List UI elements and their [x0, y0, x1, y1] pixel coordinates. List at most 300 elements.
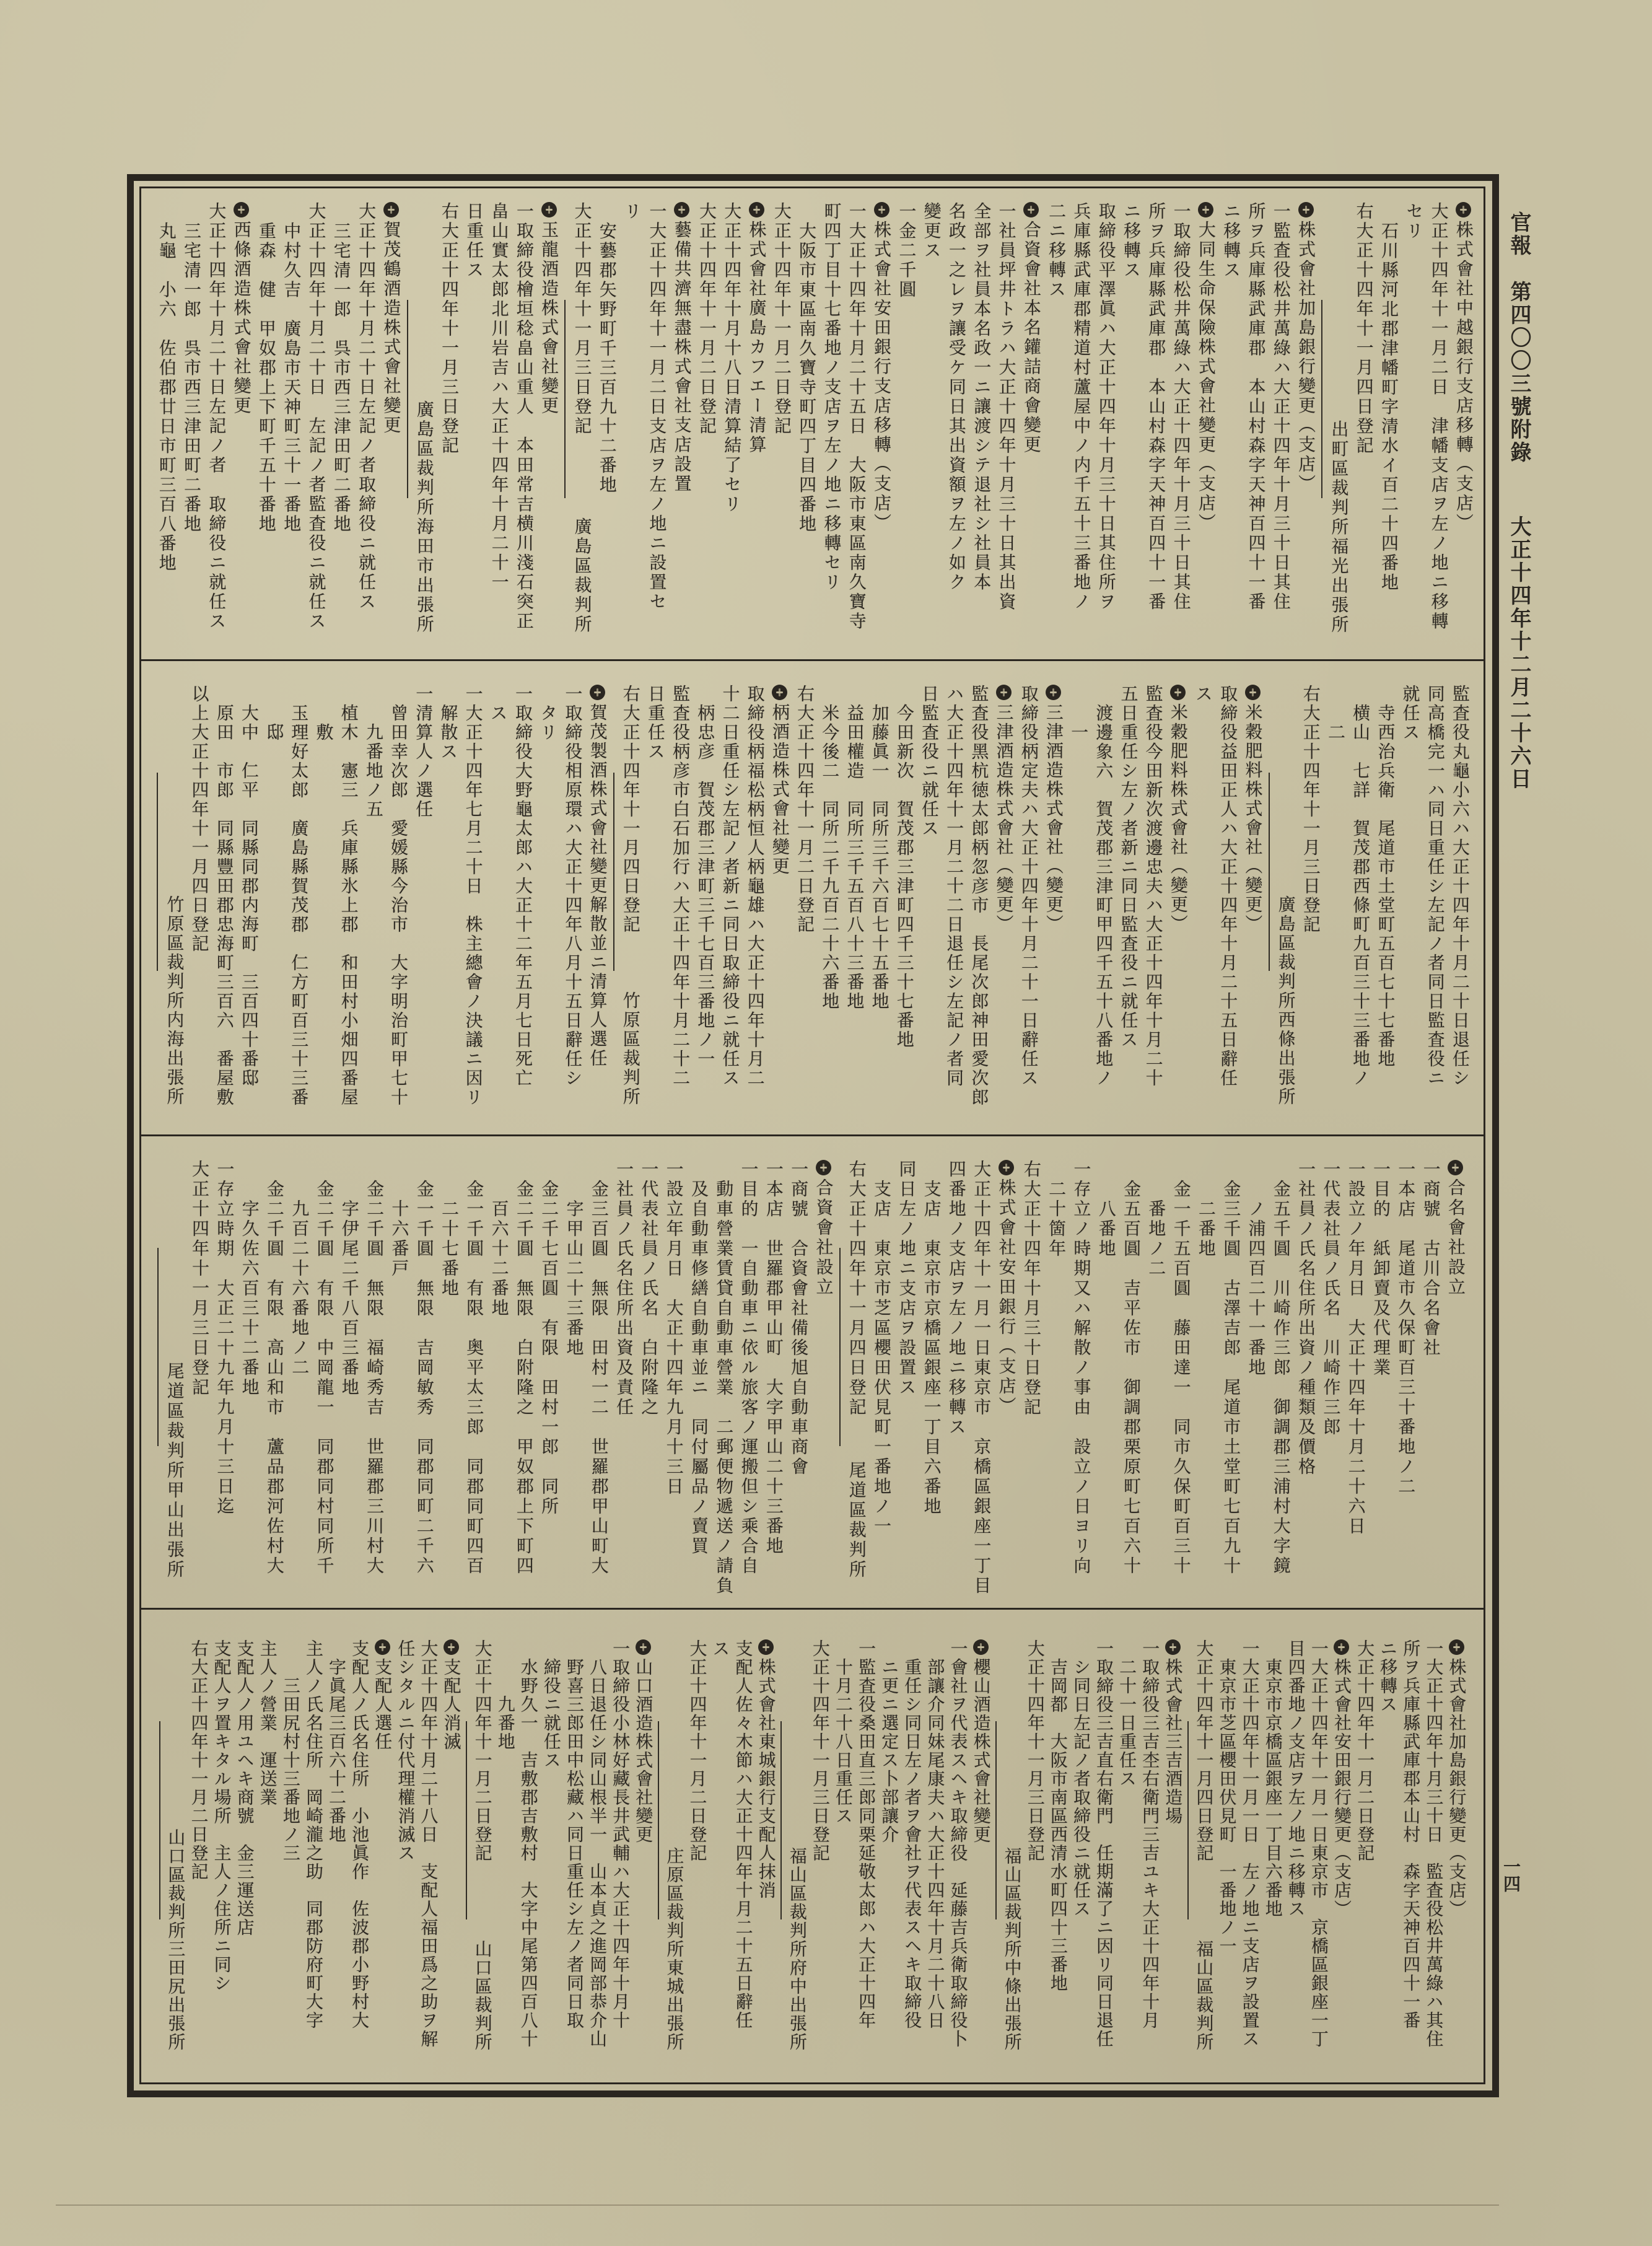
text-column: 一大正十四年十一月一日 左ノ地ニ支店ヲ設置ス: [1239, 1639, 1261, 2048]
court-name: 福山區裁判所府中出張所: [787, 1847, 808, 2051]
page-number: 一四: [1501, 1858, 1521, 1892]
heading-text: 支配人選任: [372, 1658, 393, 1751]
text-column: 二十箇年: [1046, 1180, 1067, 1259]
text-column: 渡邊象六 賀茂郡三津町甲四千五十八番地ノ: [1093, 704, 1114, 1088]
text-column: 水野久一 吉敷郡吉敷村 大字中尾第四百八十: [518, 1658, 539, 2048]
text-column: 敷: [313, 723, 334, 742]
bullet-icon: [816, 1160, 831, 1175]
court-name: 出町區裁判所福光出張所: [1329, 419, 1350, 634]
article-heading: [371, 1639, 394, 2082]
text-column: 重任シ同日左ノ者ヲ會社ヲ代表スヘキ取締役: [902, 1658, 923, 2030]
text-column: 一大正十四年十一月二日支店ヲ左ノ地ニ設置セ: [647, 202, 668, 612]
article-heading: [1443, 1160, 1468, 1608]
heading-text: 大同生命保險株式會社變更（支店）: [1195, 221, 1217, 533]
text-column: 二ニ移轉ス: [1046, 202, 1067, 300]
article-heading: [229, 202, 253, 659]
text-column: 金二千圓 有限 高山和市 蘆品郡河佐村大: [264, 1180, 285, 1576]
article-heading: [1041, 685, 1066, 1134]
text-column: 以上大正十四年十一月四日登記: [189, 685, 210, 954]
bullet-icon: [996, 685, 1012, 700]
bullet-icon: [874, 202, 889, 217]
text-column: 一目的 紙卸賣及代理業: [1370, 1160, 1391, 1378]
heading-text: 支配人消滅: [441, 1658, 462, 1751]
bullet-icon: [444, 1639, 459, 1655]
article-divider: [1318, 202, 1326, 659]
bullet-icon: [1298, 202, 1314, 217]
article-heading: [994, 1160, 1018, 1608]
text-column: 一代表社員ノ氏名 川崎作三郎: [1321, 1160, 1342, 1437]
text-column: 畠山實太郎北川岩吉ハ大正十四年十月二十一: [489, 202, 510, 592]
court-name: 福山區裁判所中條出張所: [1002, 1847, 1023, 2051]
text-column: 監査役丸龜小六ハ大正十四年十月二十日退任シ: [1449, 685, 1471, 1088]
text-column: 同高橋完一ハ同日重任シ左記ノ者同日監査役ニ: [1425, 685, 1446, 1088]
text-column: 十二日重任シ左記ノ者新ニ同日取締役ニ就任ス: [720, 685, 741, 1088]
text-column: 一金二千圓: [896, 202, 917, 300]
text-column: 一清算人ノ選任: [413, 685, 434, 819]
text-column: ス: [710, 1639, 731, 1658]
heading-text: 株式會社安田銀行支店移轉（支店）: [872, 221, 893, 533]
text-column: 字伊尾二千八百三番地: [339, 1200, 360, 1398]
column-text: 大正十四年十一月二日登記: [472, 1639, 493, 1862]
text-column: 及自動車修繕自動車並ニ 同付屬品ノ賣買: [688, 1180, 709, 1556]
text-column: 加藤眞一 同所三千六百七十五番地: [869, 704, 890, 1011]
bullet-icon: [973, 1639, 989, 1655]
text-column: 右大正十四年十一月三日登記: [1300, 685, 1321, 934]
article-heading: [969, 1639, 992, 2082]
text-column: 丸龜 小六 佐伯郡廿日市町三百八番地: [156, 221, 177, 573]
court-name: 庄原區裁判所東城出張所: [664, 1847, 685, 2051]
text-column: 支配人佐々木節ハ大正十四年十月二十五日辭任: [733, 1639, 754, 2030]
bullet-icon: [1334, 1639, 1349, 1655]
bullet-icon: [541, 202, 557, 217]
court-name: 廣島區裁判所海田市出張所: [414, 400, 435, 634]
text-column: 一設立ノ年月日 大正十四年十月二十六日: [1345, 1160, 1366, 1537]
bullet-icon: [749, 202, 764, 217]
article-heading: [754, 1639, 777, 2082]
text-column: 一取締役三吉杢右衛門三吉ユキ大正十四年十月: [1140, 1639, 1161, 2030]
text-column: 所ヲ兵庫縣武庫郡 本山村森字天神百四十一番: [1146, 202, 1167, 612]
article-divider: [610, 685, 618, 1134]
article-heading: [585, 685, 610, 1134]
text-column: ス: [1193, 685, 1214, 704]
article-heading: [1161, 1639, 1184, 2082]
heading-text: 株式會社安田銀行變更（支店）: [1331, 1658, 1352, 1918]
heading-text: 三津酒造株式會社（變更）: [1043, 703, 1064, 934]
column-text: 大正十四年十一月三日登記: [572, 202, 593, 436]
text-column: 柄忠彦 賀茂郡三津町三千七百三番地ノ一: [695, 704, 716, 1069]
article-divider: [1265, 685, 1274, 1134]
heading-text: 賀茂鶴酒造株式會社變更: [381, 221, 402, 436]
article-heading: [440, 1639, 463, 2082]
court-name: 山口區裁判所: [472, 1940, 493, 2051]
text-column: 吉岡都 大阪市南區西清水町四十三番地: [1047, 1658, 1069, 1993]
text-column: タリ: [538, 704, 559, 742]
text-column: 大正十四年十月十八日清算結了セリ: [722, 202, 743, 514]
band-2: [141, 661, 1484, 1134]
band-1: [141, 188, 1484, 659]
text-column: 東京市芝區櫻田伏見町 一番地ノ一: [1217, 1658, 1238, 1955]
text-column: 一取締役三吉直右衛門 任期滿了ニ因リ同日退任: [1094, 1639, 1115, 2048]
heading-text: 藝備共濟無盡株式會社支店設置: [671, 221, 693, 494]
column-text: 右大正十四年十一月四日登記: [620, 685, 641, 934]
text-column: 一社員ノ氏名住所出資ノ種類及價格: [1296, 1160, 1317, 1477]
article-divider: [154, 685, 162, 1134]
text-column: 金五百圓 吉平佐市 御調郡栗原町七百六十: [1121, 1180, 1142, 1576]
text-column: ノ浦四百二十一番地: [1246, 1200, 1267, 1378]
text-column: 野喜三郎田中松藏ハ同日重任シ左ノ者同日取: [564, 1658, 585, 2030]
text-column: 日重任ス: [645, 685, 666, 761]
text-column: 取締役柄福松柄恒人柄龜雄ハ大正十四年十月二: [745, 685, 766, 1088]
text-column: 一本店 世羅郡甲山町 大字甲山二十三番地: [763, 1160, 784, 1556]
text-column: 字眞尾三百六十二番地: [326, 1658, 347, 1844]
text-column: [844, 1160, 869, 1608]
text-column: 金一千五百圓 藤田達一 同市久保町百三十: [1171, 1180, 1192, 1576]
text-column: 金二千七百圓 有限 田村一郎 同所: [539, 1180, 560, 1517]
text-column: 益田權造 同所三千五百八十三番地: [844, 704, 865, 1011]
text-column: シ同日左記ノ者取締役ニ就任ス: [1070, 1658, 1091, 1918]
heading-text: 賀茂製酒株式會社變更解散並ニ清算人選任: [587, 703, 608, 1068]
court-column: [162, 685, 186, 1134]
heading-text: 米穀肥料株式會社（變更）: [1243, 703, 1264, 934]
heading-text: 柄酒造株式會社變更: [769, 703, 790, 876]
bullet-icon: [1245, 685, 1261, 700]
text-column: 今田新次 賀茂郡三津町四千三十七番地: [894, 704, 915, 1050]
text-column: 二: [1325, 723, 1346, 742]
court-column: [162, 1160, 187, 1608]
text-column: 一設立年月日 大正十四年九月十三日: [663, 1160, 684, 1497]
text-column: 支店 東京市芝區櫻田伏見町一番地ノ一: [872, 1180, 893, 1537]
article-heading: [767, 685, 792, 1134]
text-column: 横山 七詳 賀茂郡西條町九百三十三番地ノ: [1350, 704, 1371, 1088]
issue-date: 大正十四年十二月二十六日: [1506, 515, 1531, 791]
text-column: 取締役柄定夫ハ大正十四年十月二十一日辭任ス: [1018, 685, 1039, 1088]
court-name: 竹原區裁判所: [620, 991, 641, 1107]
text-column: 東京市京橋區銀座一丁目六番地: [1262, 1658, 1283, 1918]
bullet-icon: [375, 1639, 390, 1655]
text-column: ニ更ニ選定ス卜部讓介: [879, 1658, 900, 1844]
text-column: 一代表社員ノ氏名 白附隆之: [639, 1160, 660, 1418]
article-heading: [378, 202, 403, 659]
court-column: [663, 1639, 686, 2082]
text-column: 重森 健 甲奴郡上下町千五十番地: [256, 221, 277, 534]
bullet-icon: [1448, 1160, 1463, 1175]
text-column: ハ大正十四年十一月二十二日退任シ左記ノ者同: [944, 685, 965, 1088]
heading-text: 合名會社設立: [1445, 1178, 1466, 1297]
court-name: 廣島區裁判所西條出張所: [1275, 895, 1296, 1107]
column-text: 右大正十四年十一月四日登記: [846, 1160, 867, 1418]
text-column: 取締役益田正人ハ大正十四年十月二十五日辭任: [1218, 685, 1239, 1088]
text-column: 一商號 合資會社備後旭自動車商會: [789, 1160, 810, 1477]
text-column: 支配人ノ氏名住所 小池眞作 佐波郡小野村大: [349, 1639, 370, 2030]
bullet-icon: [1170, 685, 1186, 700]
article-divider: [156, 1639, 164, 2082]
bullet-icon: [1449, 1639, 1464, 1655]
text-column: 一本店 尾道市久保町百三十番地ノ二: [1396, 1160, 1417, 1497]
bullet-icon: [1456, 202, 1471, 217]
text-column: 一大正十四年七月二十日 株主總會ノ決議ニ因リ: [463, 685, 484, 1107]
article-heading: [811, 1160, 836, 1608]
article-heading: [1240, 685, 1265, 1134]
heading-text: 株式會社安田銀行（支店）: [996, 1178, 1017, 1416]
text-column: 八日退任シ同山根半一 山本貞之進岡部恭介山: [587, 1658, 608, 2048]
text-column: 大正十四年十一月一日東京市 京橋區銀座一丁目: [971, 1160, 992, 1596]
court-name: 廣島區裁判所: [572, 517, 593, 634]
court-name: 尾道區裁判所甲山出張所: [164, 1362, 185, 1580]
text-column: [618, 685, 643, 1134]
bullet-icon: [1046, 685, 1061, 700]
text-column: 名政一之レヲ讓受ケ同日其出資額ヲ左ノ如ク: [946, 202, 967, 592]
heading-text: 株式會社三吉酒造場: [1163, 1658, 1184, 1825]
text-column: 中村久吉 廣島市天神町三十一番地: [281, 221, 302, 534]
article-divider: [992, 1639, 1000, 2082]
article-heading: [1330, 1639, 1353, 2082]
text-column: 字久佐六百三十二番地: [239, 1200, 260, 1398]
text-column: 大正十四年十月二十日 左記ノ者監査役ニ就任ス: [306, 202, 327, 631]
court-column: [1274, 685, 1298, 1134]
text-column: [1192, 1639, 1215, 2082]
text-column: 監査役柄彦市白石加行ハ大正十四年十月二十二: [670, 685, 691, 1088]
bullet-icon: [636, 1639, 651, 1655]
text-column: 一目的 一自動車ニ依ル旅客ノ運搬但シ乘合自: [738, 1160, 759, 1576]
heading-text: 株式會社加島銀行變更（支店）: [1296, 221, 1317, 494]
text-column: 兵庫縣武庫郡精道村蘆屋中ノ内千五十三番地ノ: [1071, 202, 1092, 612]
text-column: 右大正十四年十月三十日登記: [1021, 1160, 1042, 1418]
text-column: 支配人ヲ置キタル場所 主人ノ住所ニ同シ: [211, 1639, 232, 1993]
text-column: 二十一日重任ス: [1117, 1658, 1138, 1788]
text-column: 右大正十四年十一月三日登記: [439, 202, 460, 456]
text-column: 金二千圓 無限 福崎秀吉 世羅郡三川村大: [364, 1180, 385, 1576]
text-column: 右大正十四年十一月二日登記: [188, 1639, 209, 1881]
text-column: 目四番地ノ支店ヲ左ノ地ニ移轉ス: [1285, 1639, 1306, 1918]
text-column: 一大正十四年十月二十五日 大阪市東區南久寶寺: [846, 202, 867, 631]
text-column: 一存立時期 大正二十九年九月十三日迄: [214, 1160, 235, 1517]
text-column: 大正十四年十一月二日 津幡支店ヲ左ノ地ニ移轉: [1428, 202, 1449, 631]
text-column: 一取締役大野龜太郎ハ大正十二年五月七日死亡: [512, 685, 533, 1088]
text-column: ニ移轉ス: [1121, 202, 1142, 280]
text-column: 金五千圓 川崎作三郎 御調郡三浦村大字鏡: [1270, 1180, 1291, 1576]
text-column: ス: [487, 704, 509, 723]
text-column: 日監査役ニ就任ス: [919, 685, 940, 838]
article-divider: [561, 202, 569, 659]
text-column: 番地ノ二: [1146, 1200, 1167, 1279]
text-column: 日重任ス: [464, 202, 485, 280]
text-column: 植木 憲三 兵庫縣氷上郡 和田村小畑四番屋: [338, 704, 359, 1107]
text-column: 百六十二番地: [489, 1200, 510, 1318]
text-column: 大正十四年十一月二日登記: [771, 202, 792, 436]
text-column: 十月二十八日重任ス: [833, 1658, 854, 1825]
text-column: リ: [622, 202, 643, 222]
text-column: 大中 仁平 同縣同郡内海町 三百四十番邸: [238, 704, 260, 1088]
text-column: 一監査役桑田直三郎同栗延敬太郎ハ大正十四年: [856, 1639, 877, 2030]
text-column: 大正十四年十月二十八日 支配人福田爲之助ヲ解: [418, 1639, 439, 2048]
article-heading: [869, 202, 894, 659]
bullet-icon: [758, 1639, 774, 1655]
article-heading: [1293, 202, 1318, 659]
article-heading: [632, 1639, 655, 2082]
band-3: [141, 1136, 1484, 1608]
text-column: 主人ノ氏名住所 岡崎瀧之助 同郡防府町大字: [303, 1639, 324, 2030]
text-column: 九番地: [495, 1695, 516, 1751]
text-column: 一社員坪井トラハ大正十四年十月三十日其出資: [996, 202, 1017, 612]
text-column: 金三百圓 無限 田村一二 世羅郡甲山町大: [588, 1180, 610, 1576]
text-column: 大正十四年十月二十日左記ノ者 取締役ニ就任ス: [206, 202, 227, 631]
heading-text: 株式會社中越銀行支店移轉（支店）: [1453, 221, 1474, 533]
text-column: 金三千圓 古澤吉郎 尾道市土堂町七百九十: [1221, 1180, 1242, 1576]
text-column: 解散ス: [438, 704, 459, 761]
text-column: 原田 市郎 同縣豐田郡忠海町三百六 番屋敷: [214, 704, 235, 1107]
text-column: 九百二十六番地ノ二: [289, 1200, 310, 1378]
text-column: 大正十四年十月二十日左記ノ者取締役ニ就任ス: [356, 202, 377, 612]
paper-crease: [56, 2204, 1499, 2206]
court-column: [785, 1639, 808, 2082]
text-column: 所ヲ兵庫縣武庫郡本山村 森字天神百四十一番: [1401, 1639, 1422, 2030]
text-column: 監査役今田新次渡邊忠夫ハ大正十四年十月二十: [1143, 685, 1164, 1088]
text-column: 一會社ヲ代表スヘキ取締役 延藤吉兵衛取締役卜: [948, 1639, 969, 2048]
bullet-icon: [383, 202, 399, 217]
text-column: 三宅清一郎 呉市西三津田町二番地: [181, 221, 203, 534]
text-column: 寺西治兵衛 尾道市土堂町五百七十七番地: [1375, 704, 1396, 1069]
court-column: [412, 202, 437, 659]
text-column: 大正十四年十一月三日登記: [190, 1160, 211, 1398]
article-heading: [991, 685, 1016, 1134]
text-column: 四番地ノ支店ヲ左ノ地ニ移轉ス: [946, 1160, 967, 1437]
text-column: 金一千圓 有限 奥平太三郎 同郡同町四百: [464, 1180, 485, 1576]
text-column: 二十七番地: [439, 1200, 460, 1299]
text-column: 二番地: [1195, 1200, 1217, 1259]
article-heading: [1451, 202, 1476, 659]
text-column: 部讓介同妹尾康夫ハ大正十四年十月二十八日: [925, 1658, 946, 2030]
court-name: 福山區裁判所: [1194, 1940, 1215, 2051]
heading-text: 合資會社設立: [813, 1178, 834, 1297]
text-column: 金二千圓 無限 白附隆之 甲奴郡上下町四: [514, 1180, 535, 1576]
court-name: 尾道區裁判所: [846, 1461, 867, 1580]
text-column: 右大正十四年十一月二日登記: [795, 685, 816, 934]
article-heading: [536, 202, 561, 659]
band-4: [141, 1610, 1484, 2082]
heading-text: 米穀肥料株式會社（變更）: [1168, 703, 1189, 934]
bullet-icon: [674, 202, 689, 217]
text-column: 玉理好太郎 廣島縣賀茂郡 仁方町百三十三番: [289, 704, 310, 1107]
text-column: [471, 1639, 494, 2082]
article-divider: [404, 202, 412, 659]
text-column: 一: [1069, 723, 1090, 742]
article-heading: [1194, 202, 1218, 659]
bullet-icon: [234, 202, 249, 217]
text-column: 石川縣河北郡津幡町字清水イ百二十四番地: [1378, 221, 1399, 592]
bullet-icon: [1165, 1639, 1181, 1655]
heading-text: 株式會社加島銀行變更（支店）: [1446, 1658, 1467, 1918]
text-column: 大正十四年十一月三日登記: [1025, 1639, 1046, 1862]
text-column: 取締役平澤眞ハ大正十四年十月三十日其住所ヲ: [1096, 202, 1117, 612]
text-column: 曾田幸次郎 愛媛縣今治市 大字明治町甲七十: [388, 704, 409, 1107]
bullet-icon: [1198, 202, 1213, 217]
text-column: 一取締役相原環ハ大正十四年八月十五日辭任シ: [562, 685, 583, 1088]
article-heading: [1445, 1639, 1468, 2082]
heading-text: 株式會社東城銀行支配人抹消: [756, 1658, 777, 1900]
text-column: 邸: [264, 723, 285, 742]
text-column: 支配人ノ用ユヘキ商號 金三運送店: [234, 1639, 255, 1937]
text-column: 大正十四年十一月二日登記: [687, 1639, 708, 1862]
text-column: 米今後二 同所二千九百二十六番地: [819, 704, 841, 1011]
text-column: 大正十四年十一月二日登記: [1355, 1639, 1376, 1862]
heading-text: 西條酒造株式會社變更: [231, 221, 252, 416]
text-column: 一大正十四年十月三十日 監査役松井萬綠ハ其住: [1423, 1639, 1444, 2048]
article-heading: [1166, 685, 1191, 1134]
text-column: 就任ス: [1400, 685, 1421, 742]
text-column: 監査役黑杭徳太郎柄忽彦市 長尾次郎神田愛次郎: [969, 685, 990, 1107]
article-divider: [655, 1639, 663, 2082]
text-column: 主人ノ營業 運送業: [257, 1639, 278, 1807]
heading-text: 櫻山酒造株式會社變更: [971, 1658, 992, 1844]
text-column: 締役ニ就任ス: [541, 1658, 562, 1770]
text-column: 字甲山二十三番地: [564, 1200, 585, 1358]
text-column: 三宅清一郎 呉市西三津田町二番地: [331, 221, 352, 534]
text-column: 一大正十四年十一月一日東京市 京橋區銀座一丁: [1308, 1639, 1329, 2048]
text-column: 金二千圓 有限 中岡龍一 同郡同村同所千: [314, 1180, 335, 1576]
court-column: [1326, 202, 1351, 659]
article-divider: [836, 1160, 844, 1608]
text-column: 所ヲ兵庫縣武庫郡 本山村森字天神百四十一番: [1246, 202, 1267, 612]
article-heading: [744, 202, 769, 659]
text-column: 全部ヲ社員本名政一ニ讓渡シテ退社シ社員本: [971, 202, 992, 592]
bullet-icon: [772, 685, 787, 700]
article-divider: [777, 1639, 785, 2082]
article-heading: [670, 202, 694, 659]
publication-title: 官報: [1506, 211, 1531, 257]
text-column: 町四丁目十七番地ノ支店ヲ左ノ地ニ移轉セリ: [821, 202, 842, 592]
text-column: 十六番戸: [389, 1200, 410, 1279]
text-column: 八番地: [1096, 1200, 1117, 1259]
text-column: 大阪市東區南久寶寺町四丁目四番地: [797, 221, 818, 534]
text-column: ニ移轉ス: [1221, 202, 1242, 280]
heading-text: 玉龍酒造株式會社變更: [539, 221, 560, 416]
bullet-icon: [999, 1160, 1014, 1175]
text-column: 右大正十四年十一月四日登記: [1353, 202, 1374, 456]
text-column: 一存立ノ時期又ハ解散ノ事由 設立ノ日ヨリ向: [1071, 1160, 1092, 1576]
heading-text: 株式會社廣島カフエー清算: [746, 221, 767, 455]
text-column: 金一千圓 無限 吉岡敏秀 同郡同町二千六: [414, 1180, 435, 1576]
article-divider: [154, 1160, 162, 1608]
text-column: 一監査役松井萬綠ハ大正十四年十月三十日其住: [1270, 202, 1291, 612]
heading-text: 山口酒造株式會社變更: [633, 1658, 654, 1844]
text-column: 同日左ノ地ニ支店ヲ設置ス: [896, 1160, 917, 1398]
text-column: セリ: [1404, 202, 1425, 241]
court-name: 竹原區裁判所内海出張所: [164, 895, 185, 1107]
court-name: 山口區裁判所三田尻出張所: [165, 1828, 186, 2051]
text-column: 變更ス: [921, 202, 942, 261]
article-divider: [1184, 1639, 1192, 2082]
column-text: 大正十四年十一月四日登記: [1194, 1639, 1215, 1862]
article-heading: [1019, 202, 1044, 659]
text-column: ニ移轉ス: [1378, 1639, 1399, 1714]
text-column: [569, 202, 594, 659]
text-column: 大正十四年十一月三日登記: [810, 1639, 831, 1862]
bullet-icon: [590, 685, 605, 700]
text-column: 任シタルニ付代理權消滅ス: [395, 1639, 416, 1862]
text-column: 一取締役檜垣稔畠山重人 本田常吉横川淺石突正: [514, 202, 535, 631]
article-divider: [463, 1639, 471, 2082]
heading-text: 合資會社本名鑵詰商會變更: [1021, 221, 1042, 455]
bullet-icon: [1023, 202, 1039, 217]
court-column: [1000, 1639, 1023, 2082]
text-column: 九番地ノ五: [363, 723, 384, 819]
text-column: 一取締役松井萬綠ハ大正十四年十月三十日其住: [1171, 202, 1192, 612]
text-column: 支店 東京市京橋區銀座一丁目六番地: [921, 1180, 942, 1517]
text-column: 一取締役小林好藏長井武輔ハ大正十四年十月十: [610, 1639, 631, 2030]
text-column: 五日重任シ左ノ者新ニ同日監査役ニ就任ス: [1118, 685, 1139, 1050]
text-column: 安藝郡矢野町千三百九十二番地: [597, 221, 618, 495]
text-column: 一社員ノ氏名住所出資及責任: [614, 1160, 635, 1418]
